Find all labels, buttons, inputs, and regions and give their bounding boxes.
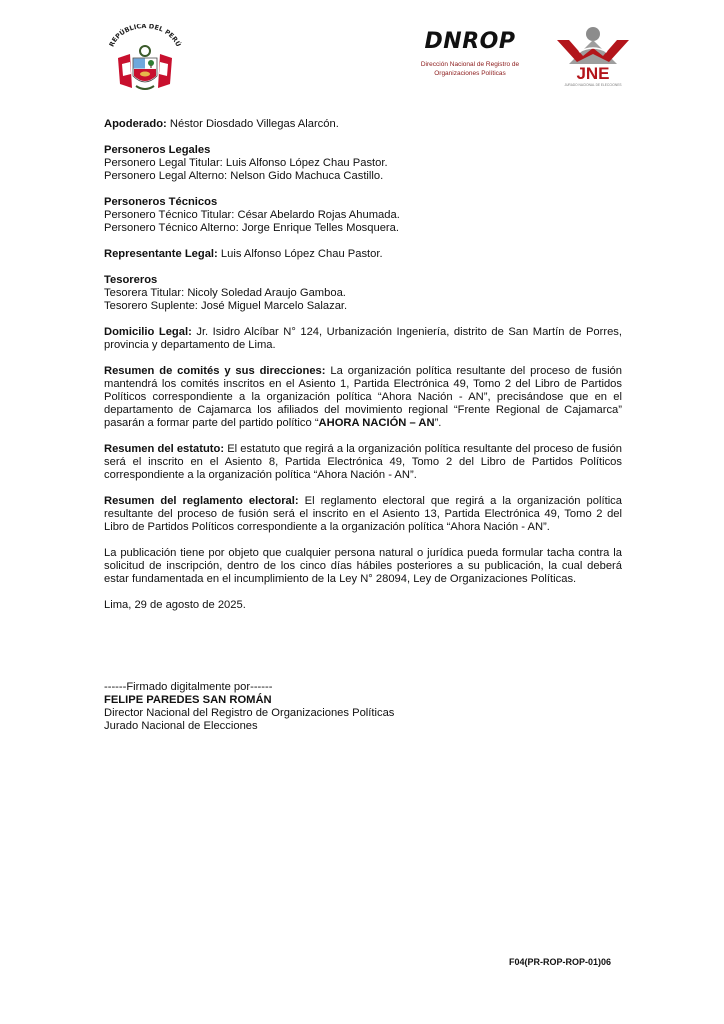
domicilio-label: Domicilio Legal: [104, 326, 192, 338]
personero-legal-titular: Personero Legal Titular: Luis Alfonso López Chau Pastor. [104, 157, 388, 169]
signature-block [104, 681, 394, 733]
peru-coat-of-arms-logo [100, 24, 190, 96]
estatuto-label: Resumen del estatuto: [104, 443, 225, 455]
reglamento-label: Resumen del reglamento electoral: [104, 495, 299, 507]
tesoreros-heading [104, 274, 622, 287]
representante-legal-line [104, 248, 622, 261]
signer-institution: Jurado Nacional de Elecciones [104, 720, 258, 732]
signer-name: FELIPE PAREDES SAN ROMÁN [104, 694, 272, 706]
dnrop-title: DNROP [424, 29, 516, 54]
dnrop-subtitle-line1: Dirección Nacional de Registro de [420, 61, 520, 68]
jne-logo [553, 26, 633, 88]
apoderado-line [104, 118, 622, 131]
comites-tail: ”. [434, 417, 442, 429]
representante-label: Representante Legal: [104, 248, 218, 260]
svg-text:REPÚBLICA DEL PERÚ [108, 24, 184, 48]
section-heading: Tesoreros [104, 274, 158, 286]
estatuto-value: El estatuto que regirá a la organización política resultante del proceso de fusión será el inscrito en el Asiento 8, Partida Electrónica 49, Tomo 2 del Libro de Partidos Políticos correspondiente a la organización política “Ahora Nación - AN”. [104, 443, 622, 481]
estatuto-paragraph [104, 443, 622, 482]
personero-tecnico-titular: Personero Técnico Titular: César Abelardo Rojas Ahumada. [104, 209, 400, 221]
section-heading: Personeros Técnicos [104, 196, 218, 208]
digital-signature-line: ------Firmado digitalmente por------ [104, 681, 273, 693]
jne-logo-caption: JURADO NACIONAL DE ELECCIONES [564, 83, 622, 87]
jne-logo-text: JNE [576, 64, 610, 83]
signer-title: Director Nacional del Registro de Organizaciones Políticas [104, 707, 395, 719]
tesorera-titular: Tesorera Titular: Nicoly Soledad Araujo Gamboa. [104, 287, 346, 299]
dnrop-subtitle-line2: Organizaciones Políticas [434, 70, 506, 77]
comites-paragraph [104, 365, 622, 430]
personero-legal-alterno: Personero Legal Alterno: Nelson Gido Machuca Castillo. [104, 170, 384, 182]
document-body [104, 118, 622, 612]
apoderado-label: Apoderado: [104, 118, 167, 130]
form-code: F04(PR-ROP-ROP-01)06 [509, 957, 612, 967]
tesorero-suplente: Tesorero Suplente: José Miguel Marcelo Salazar. [104, 300, 348, 312]
reglamento-value: El reglamento electoral que regirá a la organización política resultante del proceso de fusión será el inscrito en el Asiento 13, Partida Electrónica 49, Tomo 2 del Libro de Partidos Políticos correspondiente a la organización política “Ahora Nación - AN”. [104, 495, 622, 533]
section-heading: Personeros Legales [104, 144, 211, 156]
comites-label: Resumen de comités y sus direcciones: [104, 365, 326, 377]
personero-tecnico-alterno: Personero Técnico Alterno: Jorge Enrique Telles Mosquera. [104, 222, 399, 234]
representante-value: Luis Alfonso López Chau Pastor. [217, 248, 383, 260]
seal-caption: REPÚBLICA DEL PERÚ [107, 24, 183, 49]
apoderado-value: Néstor Diosdado Villegas Alarcón. [166, 118, 339, 130]
personeros-legales-heading [104, 144, 622, 157]
comites-value: La organización política resultante del proceso de fusión mantendrá los comités inscritos en el Asiento 1, Partida Electrónica 49, Tomo 2 del Libro de Partidos Políticos correspondiente a la organización política “Ahora Nación - AN”, precisándose que en el departamento de Cajamarca los afiliados del movimiento regional “Frente Regional de Cajamarca” pasarán a formar parte del partido político “ [104, 365, 622, 429]
domicilio-value: Jr. Isidro Alcíbar N° 124, Urbanización Ingeniería, distrito de San Martín de Porres, provincia y departamento de Lima. [104, 326, 622, 351]
publicacion-paragraph: La publicación tiene por objeto que cualquier persona natural o jurídica pueda formular tacha contra la solicitud de inscripción, dentro de los cinco días hábiles posteriores a su publicación, la cual deberá estar fundamentada en el incumplimiento de la Ley N° 28094, Ley de Organizaciones Políticas. [104, 547, 622, 585]
dnrop-header-block [410, 28, 530, 78]
party-name: AHORA NACIÓN – AN [318, 417, 435, 429]
reglamento-paragraph [104, 495, 622, 534]
date-line: Lima, 29 de agosto de 2025. [104, 599, 246, 611]
domicilio-legal-paragraph [104, 326, 622, 352]
personeros-tecnicos-heading [104, 196, 622, 209]
